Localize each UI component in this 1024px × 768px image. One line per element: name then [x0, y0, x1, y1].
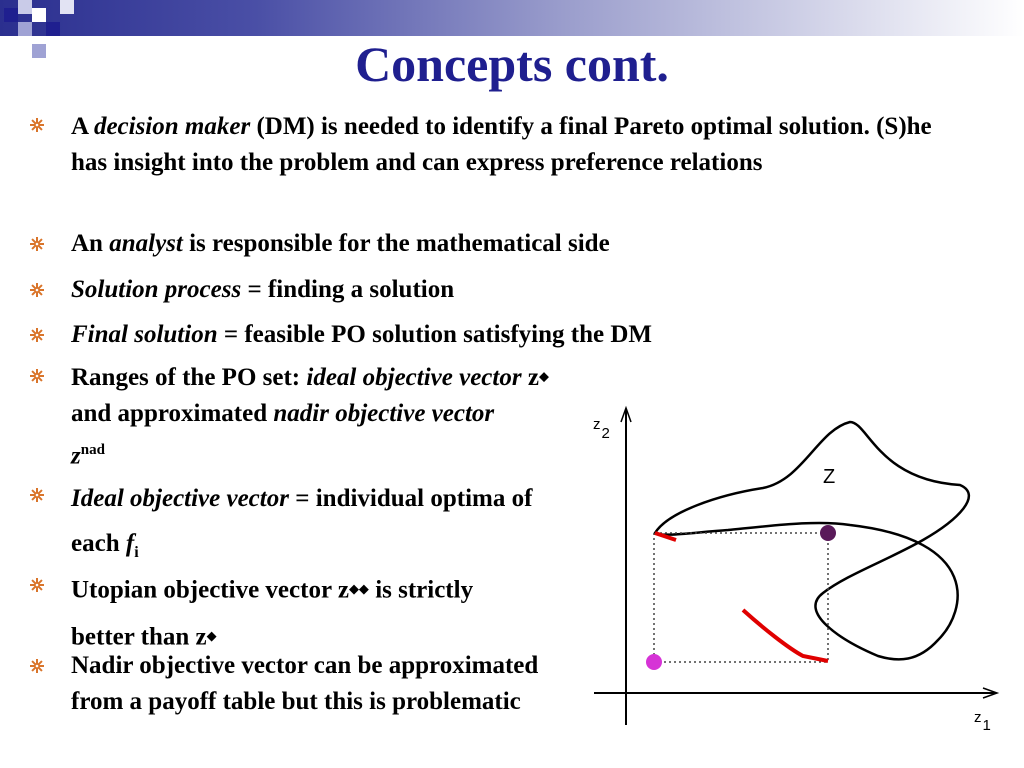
nadir-point — [646, 654, 662, 670]
bullet-nadir-vector: Nadir objective vector can be approximated from a payoff table but this is problematic — [71, 652, 539, 715]
slide-title: Concepts cont. — [355, 36, 669, 92]
bullet-icon — [30, 659, 44, 673]
bullet-solution-process: Solution process = finding a solution — [71, 276, 455, 303]
logo-square-7 — [60, 0, 74, 14]
bullet-ranges: Ranges of the PO set: ideal objective vector z◆ and approximated nadir objective vector $z^{nad}$ — [71, 363, 549, 469]
header-gradient-band — [0, 0, 1024, 36]
bullet-icon — [30, 488, 44, 502]
bullet-icon — [30, 283, 44, 297]
bullet-analyst: An analyst is responsible for the mathematical side — [71, 230, 610, 257]
diamond-icon: ◆ — [206, 627, 217, 643]
diamond-icon: ◆ — [538, 368, 549, 383]
bullet-utopian-vector: Utopian objective vector z◆◆ is strictly better than z◆ — [71, 576, 474, 651]
bullet-decision-maker: A decision maker (DM) is needed to identify a final Pareto optimal solution. (S)he has insight into the problem and can express preference relations — [71, 113, 932, 176]
bullet-icon — [30, 369, 44, 383]
region-z-label: Z — [823, 466, 836, 488]
bullet-final-solution: Final solution = feasible PO solution satisfying the DM — [71, 321, 652, 348]
bullet-icon — [30, 328, 44, 342]
logo-square-4 — [32, 8, 46, 22]
ideal-point — [820, 525, 836, 541]
region-z-outline — [655, 422, 969, 659]
bullet-icon — [30, 237, 44, 251]
bullet-ideal-vector: Ideal objective vector = individual optima of each $f_i$ — [71, 485, 533, 561]
pareto-front-segment — [743, 610, 828, 661]
bullet-icon — [30, 578, 44, 592]
bullet-icon — [30, 118, 44, 132]
objective-space-diagram — [588, 400, 1008, 750]
logo-square-1 — [4, 8, 18, 22]
logo-square-2 — [18, 0, 32, 14]
z2-axis-label: z2 — [593, 416, 610, 442]
z1-axis-label: z1 — [974, 709, 991, 734]
diamond-icon: ◆◆ — [348, 581, 369, 596]
